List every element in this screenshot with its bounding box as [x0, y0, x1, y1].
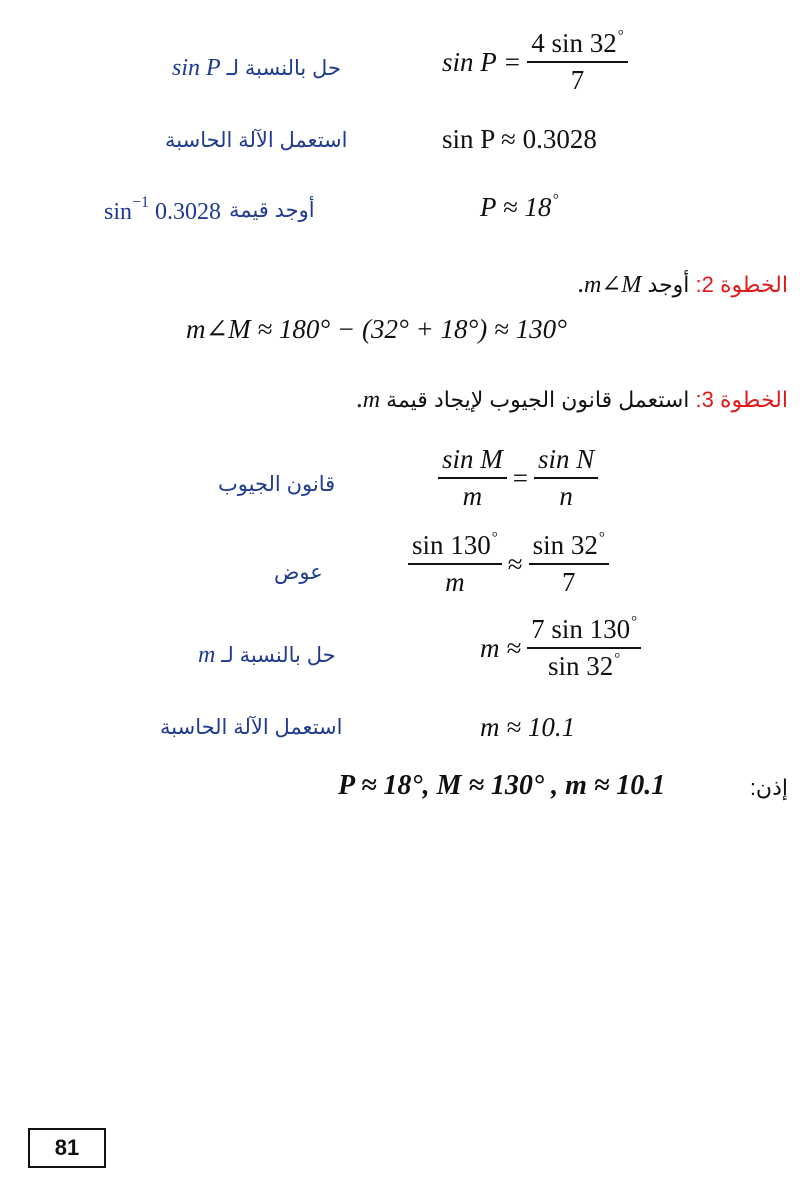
- note-solve-for-m: حل بالنسبة لـ m: [198, 642, 336, 668]
- eq1-fraction: [527, 28, 628, 96]
- equation-law-of-sines: $\frac{\text{sin M}}{m}$ = $\frac{\text{sin N}}{n}$: [432, 444, 604, 512]
- conclusion-values: P ≈ 18°, M ≈ 130° , m ≈ 10.1: [338, 770, 666, 801]
- note-find-text: أوجد قيمة: [229, 198, 315, 222]
- eq1-lhs: sin P =: [442, 46, 522, 77]
- note-var: sin P: [172, 55, 221, 81]
- page-number: 81: [28, 1128, 106, 1168]
- eq6-left-fraction: $\frac{\sin 130^\circ}{m}$: [408, 530, 502, 598]
- note-substitute: عوض: [274, 561, 323, 584]
- step-2-label: الخطوة 2:: [695, 272, 788, 297]
- step-3-label: الخطوة 3:: [695, 387, 788, 412]
- step-2-text: أوجد: [647, 272, 690, 297]
- note-use-calculator: استعمل الآلة الحاسبة: [165, 129, 348, 152]
- eq1-numerator: 4 sin 32°: [527, 28, 628, 63]
- note-arcsin: $\sin^{-1} 0.3028$: [104, 194, 222, 225]
- note-solve-for-sinp: [172, 55, 341, 82]
- eq5-right-fraction: $\frac{\text{sin N}}{n}$: [534, 444, 598, 512]
- equation-m-value: m ≈ 10.1: [480, 712, 576, 742]
- eq1-denominator: 7: [570, 65, 585, 95]
- note-law-of-sines: قانون الجيوب: [218, 473, 336, 496]
- eq7-fraction: $\frac{7 \sin 130^\circ}{\sin 32^\circ}$: [527, 614, 641, 682]
- note-text: حل بالنسبة لـ: [226, 57, 341, 80]
- eq6-right-fraction: $\frac{\sin 32^\circ}{7}$: [529, 530, 609, 598]
- note-find-value: [104, 194, 315, 226]
- step-3-heading: الخطوة 3: استعمل قانون الجيوب لإيجاد قيمة m.: [355, 383, 788, 413]
- step-2-expr: m∠M: [583, 272, 642, 298]
- conclusion-label: إذن:: [749, 775, 788, 800]
- note-use-calculator-2: استعمل الآلة الحاسبة: [160, 716, 343, 739]
- eq5-left-fraction: $\frac{\text{sin M}}{m}$: [438, 444, 507, 512]
- equation-sinp: [442, 28, 634, 96]
- equation-solve-m: m ≈ $\frac{7 \sin 130^\circ}{\sin 32^\circ}$: [480, 614, 647, 682]
- equation-sinp-value: sin P ≈ 0.3028: [442, 124, 597, 154]
- step-2-heading: الخطوة 2: أوجد m∠M.: [577, 268, 788, 298]
- step-3-var: m: [362, 387, 381, 413]
- step-3-text: استعمل قانون الجيوب لإيجاد قيمة: [386, 387, 690, 412]
- equation-angle-m: m∠M ≈ 180° − (32° + 18°) ≈ 130°: [186, 314, 567, 344]
- equation-p-value: P ≈ 18°: [480, 192, 559, 222]
- equation-substitute: $\frac{\sin 130^\circ}{m}$ ≈ $\frac{\sin 32^\circ}{7}$: [402, 530, 615, 598]
